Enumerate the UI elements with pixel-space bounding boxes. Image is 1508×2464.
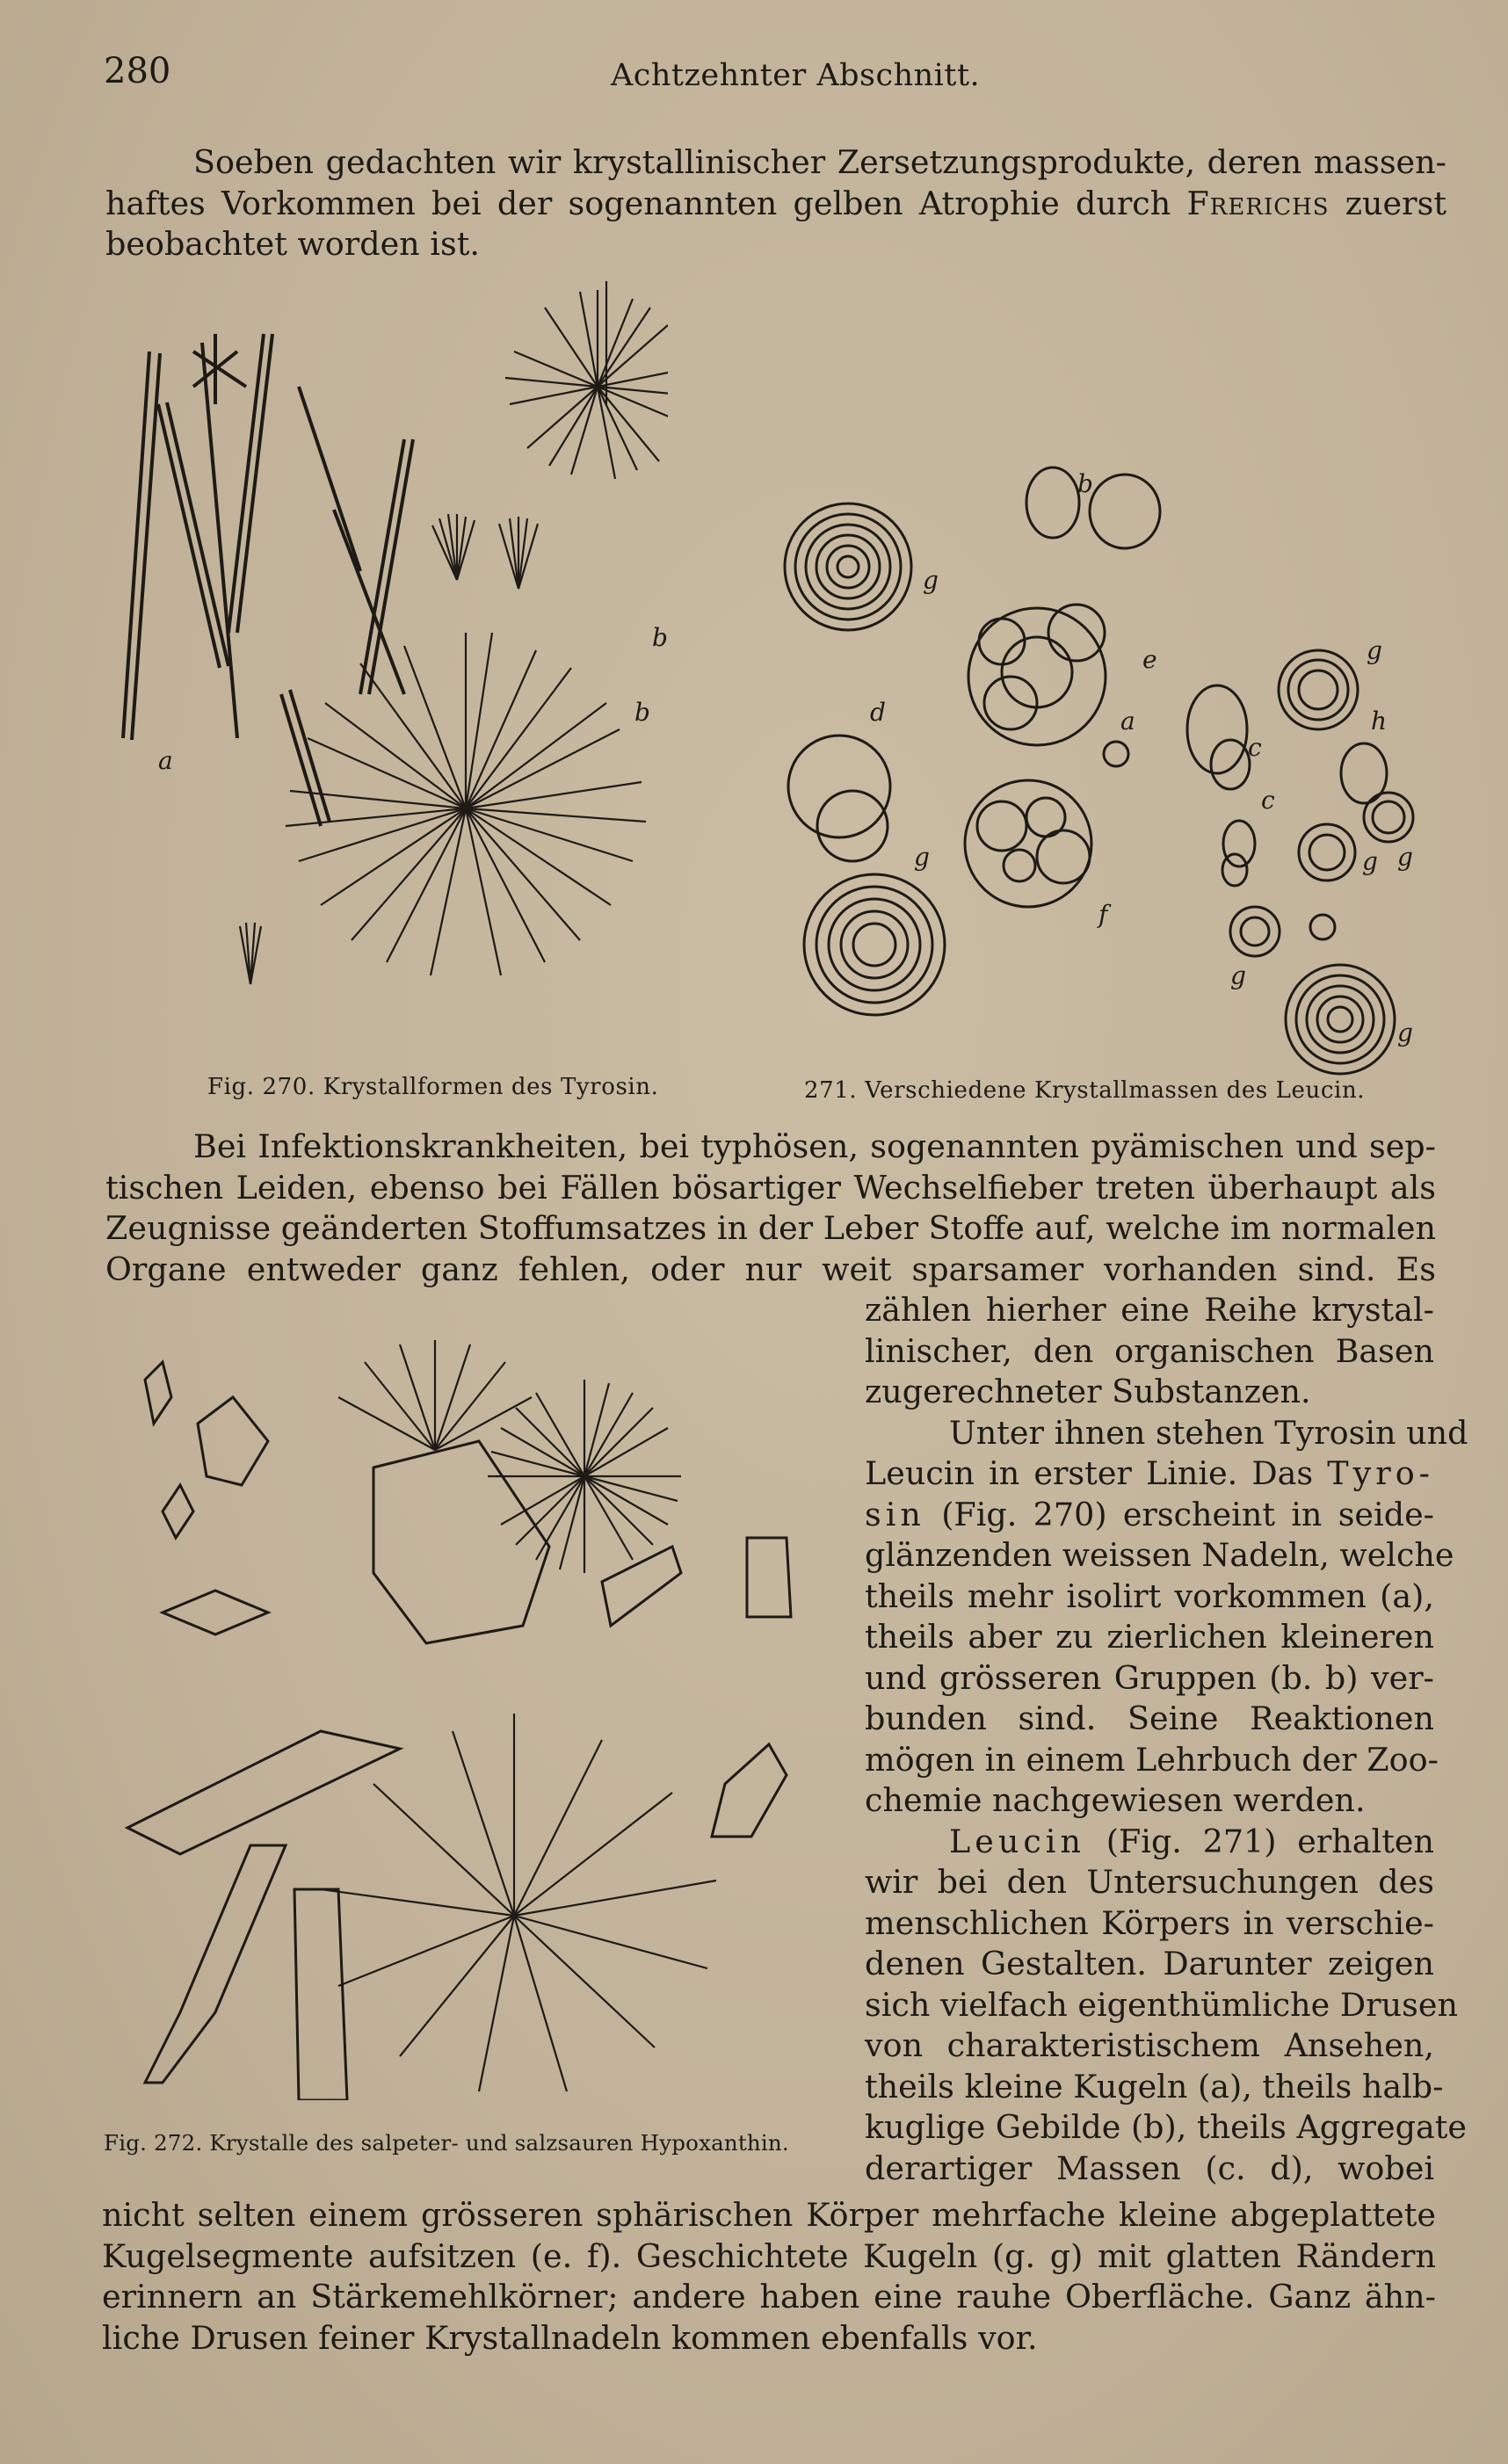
tyrosin-line-4: glänzenden weissen Nadeln, welche [865, 1536, 1454, 1574]
leucin-line-7: theils kleine Kugeln (a), theils halb- [865, 2067, 1444, 2105]
tyrosin-line-1: Unter ihnen stehen Tyrosin und [949, 1413, 1468, 1452]
fig271-label-b: b [1077, 469, 1093, 498]
term-tyrosin-a: Tyro- [1327, 1454, 1435, 1492]
crystal-burst-small [488, 1380, 681, 1573]
fig271-label-g2: g [1367, 636, 1382, 665]
fig270-label-b2: b [634, 698, 650, 727]
intro-paragraph [105, 142, 1446, 265]
fig271-caption: 271. Verschiedene Krystallmassen des Leucin. [804, 1077, 1366, 1104]
fig270-label-a: a [158, 746, 173, 775]
side-column [865, 1290, 1468, 2189]
intro-line-2: haftes Vorkommen bei der sogenannten gelben Atrophie durch Frerichs zuerst [105, 184, 1446, 222]
fig271-label-f: f [1098, 900, 1108, 929]
author-name: Frerichs [1186, 184, 1330, 222]
side-line-2: linischer, den organischen Basen [865, 1331, 1434, 1370]
leucin-line-5: sich vielfach eigenthümliche Drusen [865, 1985, 1458, 2024]
leucin-line-9: derartiger Massen (c. d), wobei [865, 2149, 1434, 2187]
fig271-label-g5: g [1397, 843, 1413, 872]
tyrosin-line-2: Leucin in erster Linie. Das Tyro- [865, 1454, 1435, 1492]
main-line-2: tischen Leiden, ebenso bei Fällen bösartiger Wechselfieber treten überhaupt als [105, 1168, 1436, 1207]
fig271-label-c1: c [1248, 733, 1262, 762]
main-line-4: Organe entweder ganz fehlen, oder nur weit sparsamer vorhanden sind. Es [105, 1250, 1436, 1288]
closing-paragraph [102, 2195, 1436, 2359]
crystal-burst-large [321, 1714, 716, 2091]
leucin-line-3: menschlichen Körpers in verschie- [865, 1903, 1434, 1942]
closing-line-4: liche Drusen feiner Krystallnadeln kommen ebenfalls vor. [102, 2318, 1038, 2357]
fig271-label-d: d [870, 698, 886, 727]
leucin-line-4: denen Gestalten. Darunter zeigen [865, 1945, 1434, 1982]
side-line-1: zählen hierher eine Reihe krystal- [865, 1291, 1434, 1329]
closing-line-2: Kugelsegmente aufsitzen (e. f). Geschichtete Kugeln (g. g) mit glatten Rändern [102, 2236, 1436, 2275]
leucin-line-2: wir bei den Untersuchungen des [865, 1863, 1434, 1901]
closing-line-1: nicht selten einem grösseren sphärischen Körper mehrfache kleine abgeplattete [102, 2196, 1436, 2234]
tyrosin-line-6: theils aber zu zierlichen kleineren [865, 1618, 1434, 1656]
intro-line-3: beobachtet worden ist. [105, 225, 480, 263]
term-leucin: Leucin [949, 1822, 1085, 1860]
fig271-label-e: e [1142, 645, 1157, 674]
fig271-label-g6: g [1230, 961, 1246, 990]
leucin-line-6: von charakteristischem Ansehen, [865, 2026, 1434, 2064]
main-paragraph [105, 1127, 1436, 1290]
layered-sphere-right-bottom [1286, 965, 1395, 1074]
leucin-line-8: kuglige Gebilde (b), theils Aggregate [865, 2108, 1467, 2146]
fig271-label-g3: g [914, 843, 930, 872]
tyrosin-line-10: chemie nachgewiesen werden. [865, 1781, 1366, 1819]
fig271-leucin-illustration [773, 457, 1459, 1090]
fig271-label-c2: c [1261, 786, 1275, 815]
intro-line-1: Soeben gedachten wir krystallinischer Zersetzungsprodukte, deren massen- [193, 143, 1446, 181]
tyrosin-line-7: und grösseren Gruppen (b. b) ver- [865, 1658, 1434, 1697]
fig271-label-h: h [1371, 707, 1388, 736]
layered-sphere-g1 [785, 504, 911, 630]
leucin-line-1: Leucin (Fig. 271) erhalten [949, 1822, 1434, 1860]
fig272-hypoxanthin-illustration [110, 1309, 830, 2100]
tyrosin-line-8: bunden sind. Seine Reaktionen [865, 1699, 1434, 1737]
fig270-label-b1: b [652, 623, 668, 652]
page-number: 280 [104, 51, 171, 91]
tyrosin-line-9: mögen in einem Lehrbuch der Zoo- [865, 1740, 1439, 1779]
fig272-caption: Fig. 272. Krystalle des salpeter- und salzsauren Hypoxanthin. [104, 2130, 789, 2156]
main-line-3: Zeugnisse geänderten Stoffumsatzes in der Leber Stoffe auf, welche im normalen [105, 1209, 1436, 1247]
fig271-label-g7: g [1397, 1018, 1413, 1047]
fig271-label-g4: g [1362, 847, 1378, 876]
fig271-label-g1: g [923, 566, 939, 595]
main-line-1: Bei Infektionskrankheiten, bei typhösen, sogenannten pyämischen und sep- [193, 1127, 1436, 1165]
side-line-3: zugerechneter Substanzen. [865, 1373, 1311, 1410]
tyrosin-line-3: sin (Fig. 270) erscheint in seide- [865, 1495, 1434, 1533]
closing-line-3: erinnern an Stärkemehlkörner; andere haben eine rauhe Oberfläche. Ganz ähn- [102, 2278, 1436, 2315]
fig270-tyrosin-illustration [105, 281, 668, 1054]
tyrosin-line-5: theils mehr isolirt vorkommen (a), [865, 1576, 1434, 1615]
term-tyrosin-b: sin [865, 1495, 925, 1533]
running-head: Achtzehnter Abschnitt. [611, 58, 981, 93]
fig270-caption: Fig. 270. Krystallformen des Tyrosin. [207, 1074, 659, 1100]
layered-sphere-large [804, 874, 945, 1015]
fig271-label-a: a [1120, 707, 1135, 736]
